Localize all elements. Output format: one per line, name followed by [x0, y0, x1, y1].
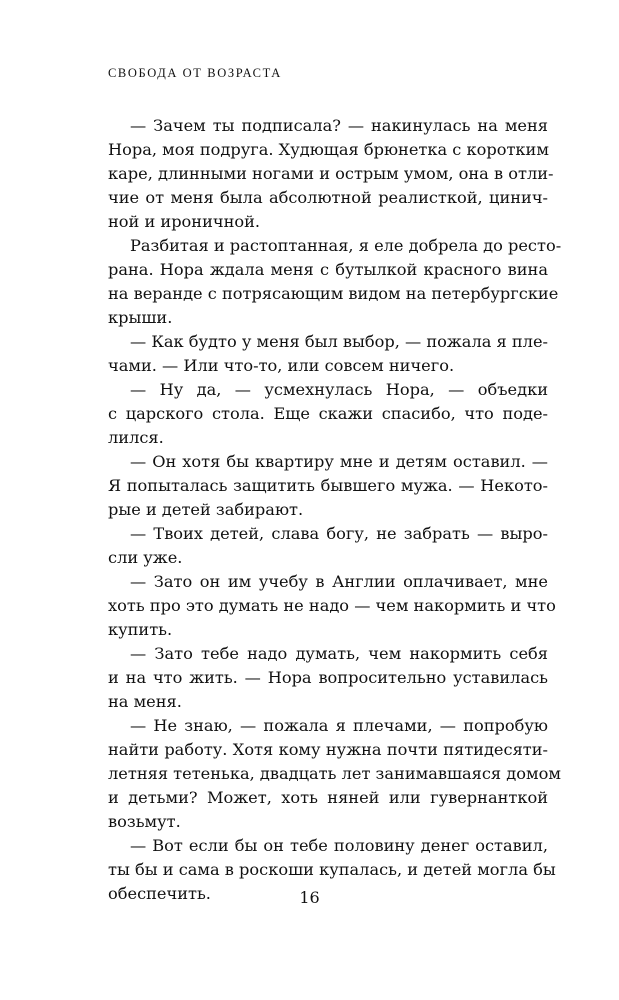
text-line: на меня. — [108, 692, 182, 711]
text-line: чие от меня была абсолютной реалисткой, цинич- — [108, 188, 548, 207]
text-line: найти работу. Хотя кому нужна почти пятидесяти- — [108, 740, 548, 759]
text-line: хоть про это думать не надо — чем накормить и что — [108, 596, 556, 615]
text-line: и на что жить. — Нора вопросительно уставилась — [108, 668, 548, 687]
text-line: каре, длинными ногами и острым умом, она в отли- — [108, 164, 554, 183]
text-line: сли уже. — [108, 548, 183, 567]
text-line: чами. — Или что-то, или совсем ничего. — [108, 356, 455, 375]
text-line: — Зато он им учебу в Англии оплачивает, мне — [130, 572, 548, 591]
page-number: 16 — [299, 888, 320, 907]
text-line: — Ну да, — усмехнулась Нора, — объедки — [130, 380, 548, 399]
text-line: — Зачем ты подписала? — накинулась на меня — [130, 116, 548, 135]
text-line: возьмут. — [108, 812, 181, 831]
text-line: — Как будто у меня был выбор, — пожала я пле- — [130, 332, 549, 351]
text-line: купить. — [108, 620, 173, 639]
text-line: — Вот если бы он тебе половину денег оставил, — [130, 836, 548, 855]
text-line: крыши. — [108, 308, 173, 327]
text-line: — Не знаю, — пожала я плечами, — попробую — [130, 716, 548, 735]
text-line: с царского стола. Еще скажи спасибо, что поде- — [108, 404, 548, 423]
text-line: — Твоих детей, слава богу, не забрать — выро- — [130, 524, 548, 543]
text-line: и детьми? Может, хоть няней или гувернанткой — [108, 788, 548, 807]
text-line: рые и детей забирают. — [108, 500, 304, 519]
text-line: Я попыталась защитить бывшего мужа. — Некото- — [108, 476, 548, 495]
text-line: рана. Нора ждала меня с бутылкой красного вина — [108, 260, 548, 279]
text-line: — Зато тебе надо думать, чем накормить себя — [130, 644, 548, 663]
text-line: ты бы и сама в роскоши купалась, и детей могла бы — [108, 860, 556, 879]
text-line: на веранде с потрясающим видом на петербургские — [108, 284, 559, 303]
text-line: Разбитая и растоптанная, я еле добрела до ресто- — [130, 236, 562, 255]
running-header: СВОБОДА ОТ ВОЗРАСТА — [108, 66, 282, 80]
text-line: лился. — [108, 428, 164, 447]
text-line: ной и ироничной. — [108, 212, 261, 231]
text-line: летняя тетенька, двадцать лет занимавшаяся домом — [108, 764, 561, 783]
text-line: — Он хотя бы квартиру мне и детям оставил. — — [130, 452, 548, 471]
body-text — [108, 114, 562, 906]
text-line: Нора, моя подруга. Худющая брюнетка с коротким — [108, 140, 549, 159]
text-line: обеспечить. — [108, 884, 211, 903]
